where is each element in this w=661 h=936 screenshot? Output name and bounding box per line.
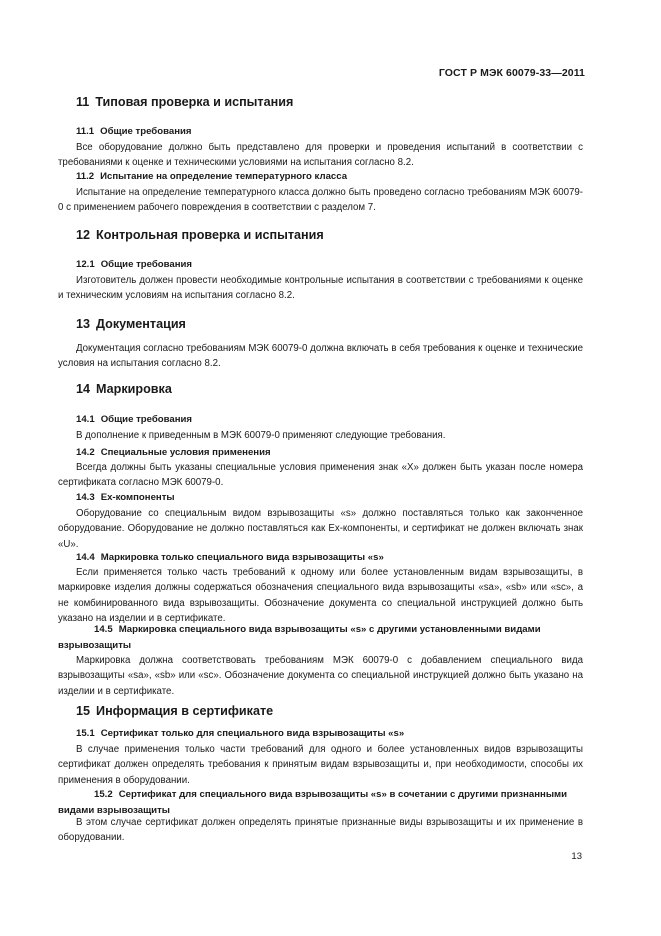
subsection-number: 14.3 <box>76 492 95 503</box>
subsection-number: 14.2 <box>76 447 95 458</box>
subsection-14-1-heading <box>76 412 585 428</box>
subsection-title: Сертификат только для специального вида взрывозащиты «s» <box>100 728 405 739</box>
subsection-number: 15.1 <box>76 728 95 739</box>
subsection-15-1-heading <box>76 726 585 742</box>
subsection-12-1-heading <box>76 257 585 273</box>
subsection-number: 11.1 <box>76 126 95 137</box>
paragraph-14-4: Если применяется только часть требований к одному или более установленным видам взрывозащиты, в маркировке изделия должны содержаться обозначения специального вида взрывозащиты «sa», «sb» или «sc», а не комбинированного вида взрывозащиты. Обозначение документа со специальной инструкцией должно быть указано на изделии и в сертификате. <box>58 567 583 625</box>
paragraph-14-2: Всегда должны быть указаны специальные условия применения знак «X» должен быть указан после номера сертификата согласно МЭК 60079-0. <box>58 462 583 489</box>
section-title: Документация <box>96 317 186 331</box>
section-number: 13 <box>76 317 91 331</box>
page-number: 13 <box>571 851 582 862</box>
section-title: Контрольная проверка и испытания <box>96 228 324 242</box>
subsection-title: Маркировка специального вида взрывозащиты «s» с другими установленными видами взрывозащиты <box>58 624 541 651</box>
subsection-number: 15.2 <box>94 789 113 800</box>
paragraph-15-2: В этом случае сертификат должен определять принятые признанные виды взрывозащиты и их применение в оборудовании. <box>58 817 583 844</box>
subsection-14-3-heading <box>76 490 585 506</box>
subsection-15-2-heading <box>58 787 583 818</box>
standard-header: ГОСТ Р МЭК 60079-33—2011 <box>438 67 585 79</box>
section-number: 11 <box>76 95 90 109</box>
section-title: Информация в сертификате <box>96 704 274 718</box>
subsection-title: Специальные условия применения <box>100 447 271 458</box>
paragraph-11-2: Испытание на определение температурного класса должно быть проведено согласно требованиям МЭК 60079-0 с применением рабочего повреждения в соответствии с разделом 7. <box>58 187 583 214</box>
subsection-11-2-heading <box>76 169 585 185</box>
subsection-number: 14.4 <box>76 552 95 563</box>
subsection-number: 12.1 <box>76 259 95 270</box>
paragraph-15-1: В случае применения только части требований для одного и более установленных видов взрывозащиты сертификат должен определять требования к принятым видам взрывозащиты и, при необходимости, способы их применения в оборудовании. <box>58 744 583 786</box>
paragraph-14-5: Маркировка должна соответствовать требованиям МЭК 60079-0 с добавлением специального вида взрывозащиты «sa», «sb» или «sc». Обозначение документа со специальной инструкцией должно быть указано на изделии и в сертификате. <box>58 655 583 697</box>
paragraph-13: Документация согласно требованиям МЭК 60079-0 должна включать в себя требования к оценке и технические условия на испытания согласно 8.2. <box>58 343 583 370</box>
subsection-number: 14.5 <box>94 624 113 635</box>
subsection-14-2-heading <box>76 445 585 461</box>
subsection-title: Общие требования <box>100 126 192 137</box>
section-11-heading <box>76 95 293 109</box>
paragraph-14-3: Оборудование со специальным видом взрывозащиты «s» должно поставляться только как законченное оборудование. Оборудование не должно поставляться как Ex-компоненты, и сертификат не должен включать знак «U». <box>58 508 583 550</box>
paragraph-12-1: Изготовитель должен провести необходимые контрольные испытания в соответствии с требованиями к оценке и техническим условиям на испытания согласно 8.2. <box>58 275 583 302</box>
subsection-number: 11.2 <box>76 171 95 182</box>
paragraph-11-1: Все оборудование должно быть представлено для проверки и проведения испытаний в соответствии с требованиями к оценке и техническими условиями на испытания согласно 8.2. <box>58 142 583 169</box>
subsection-number: 14.1 <box>76 414 95 425</box>
subsection-title: Сертификат для специального вида взрывозащиты «s» в сочетании с другими признанными видами взрывозащиты <box>58 789 568 816</box>
section-13-heading <box>76 317 186 331</box>
subsection-title: Маркировка только специального вида взрывозащиты «s» <box>100 552 384 563</box>
subsection-title: Общие требования <box>100 259 193 270</box>
subsection-11-1-heading <box>76 124 585 140</box>
section-number: 14 <box>76 382 91 396</box>
section-number: 12 <box>76 228 91 242</box>
section-15-heading <box>76 704 273 718</box>
section-12-heading <box>76 228 324 242</box>
section-14-heading <box>76 382 172 396</box>
subsection-title: Испытание на определение температурного класса <box>100 171 348 182</box>
subsection-title: Общие требования <box>100 414 193 425</box>
paragraph-14-1: В дополнение к приведенным в МЭК 60079-0 применяют следующие требования. <box>76 430 446 441</box>
subsection-14-4-heading <box>76 550 585 566</box>
section-title: Типовая проверка и испытания <box>95 95 294 109</box>
section-title: Маркировка <box>96 382 172 396</box>
subsection-14-5-heading <box>58 622 583 653</box>
subsection-title: Ex-компоненты <box>100 492 175 503</box>
section-number: 15 <box>76 704 91 718</box>
